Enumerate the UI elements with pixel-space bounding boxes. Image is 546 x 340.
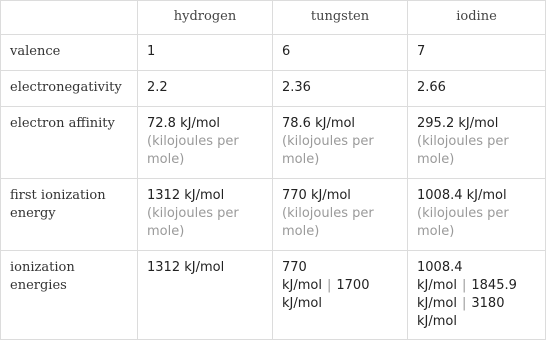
value-text: 3180 kJ/mol xyxy=(417,296,505,329)
cell-value: 6 xyxy=(273,35,408,71)
value-text: 72.8 kJ/mol xyxy=(147,116,221,131)
unit-note: (kilojoules per mole) xyxy=(282,134,374,167)
row-label-valence: valence xyxy=(1,35,138,71)
header-row xyxy=(1,1,546,35)
cell-value: 1 xyxy=(138,35,273,71)
cell-value: 2.66 xyxy=(408,71,546,107)
table-row xyxy=(1,107,546,179)
unit-note: (kilojoules per mole) xyxy=(417,134,509,167)
value-text: 1700 kJ/mol xyxy=(282,278,370,311)
value-text: 770 kJ/mol xyxy=(282,260,322,293)
column-header-hydrogen: hydrogen xyxy=(138,1,273,35)
cell-value: 2.2 xyxy=(138,71,273,107)
cell-value xyxy=(138,179,273,251)
corner-header xyxy=(1,1,138,35)
value-text: 78.6 kJ/mol xyxy=(282,116,356,131)
cell-value xyxy=(408,107,546,179)
value-text: 770 kJ/mol xyxy=(282,188,351,203)
separator: | xyxy=(461,296,467,311)
row-label-ionization-energies: ionization energies xyxy=(1,251,138,340)
table-row xyxy=(1,251,546,340)
separator: | xyxy=(326,278,332,293)
cell-value xyxy=(408,251,546,340)
table-row xyxy=(1,35,546,71)
row-label-electronegativity: electronegativity xyxy=(1,71,138,107)
value-text: 1008.4 kJ/mol xyxy=(417,188,507,203)
value-text: 1845.9 kJ/mol xyxy=(417,278,517,311)
cell-value xyxy=(408,179,546,251)
cell-value: 2.36 xyxy=(273,71,408,107)
table-row xyxy=(1,179,546,251)
table-row xyxy=(1,71,546,107)
value-text: 1008.4 kJ/mol xyxy=(417,260,463,293)
unit-note: (kilojoules per mole) xyxy=(282,206,374,239)
column-header-iodine: iodine xyxy=(408,1,546,35)
cell-value xyxy=(273,251,408,340)
unit-note: (kilojoules per mole) xyxy=(147,134,239,167)
cell-value xyxy=(273,107,408,179)
row-label-electron-affinity: electron affinity xyxy=(1,107,138,179)
value-text: 1312 kJ/mol xyxy=(147,188,225,203)
row-label-first-ionization-energy: first ionization energy xyxy=(1,179,138,251)
separator: | xyxy=(461,278,467,293)
unit-note: (kilojoules per mole) xyxy=(147,206,239,239)
cell-value xyxy=(138,107,273,179)
unit-note: (kilojoules per mole) xyxy=(417,206,509,239)
cell-value: 7 xyxy=(408,35,546,71)
value-text: 295.2 kJ/mol xyxy=(417,116,499,131)
column-header-tungsten: tungsten xyxy=(273,1,408,35)
value-text: 1312 kJ/mol xyxy=(147,260,225,275)
cell-value xyxy=(138,251,273,340)
cell-value xyxy=(273,179,408,251)
